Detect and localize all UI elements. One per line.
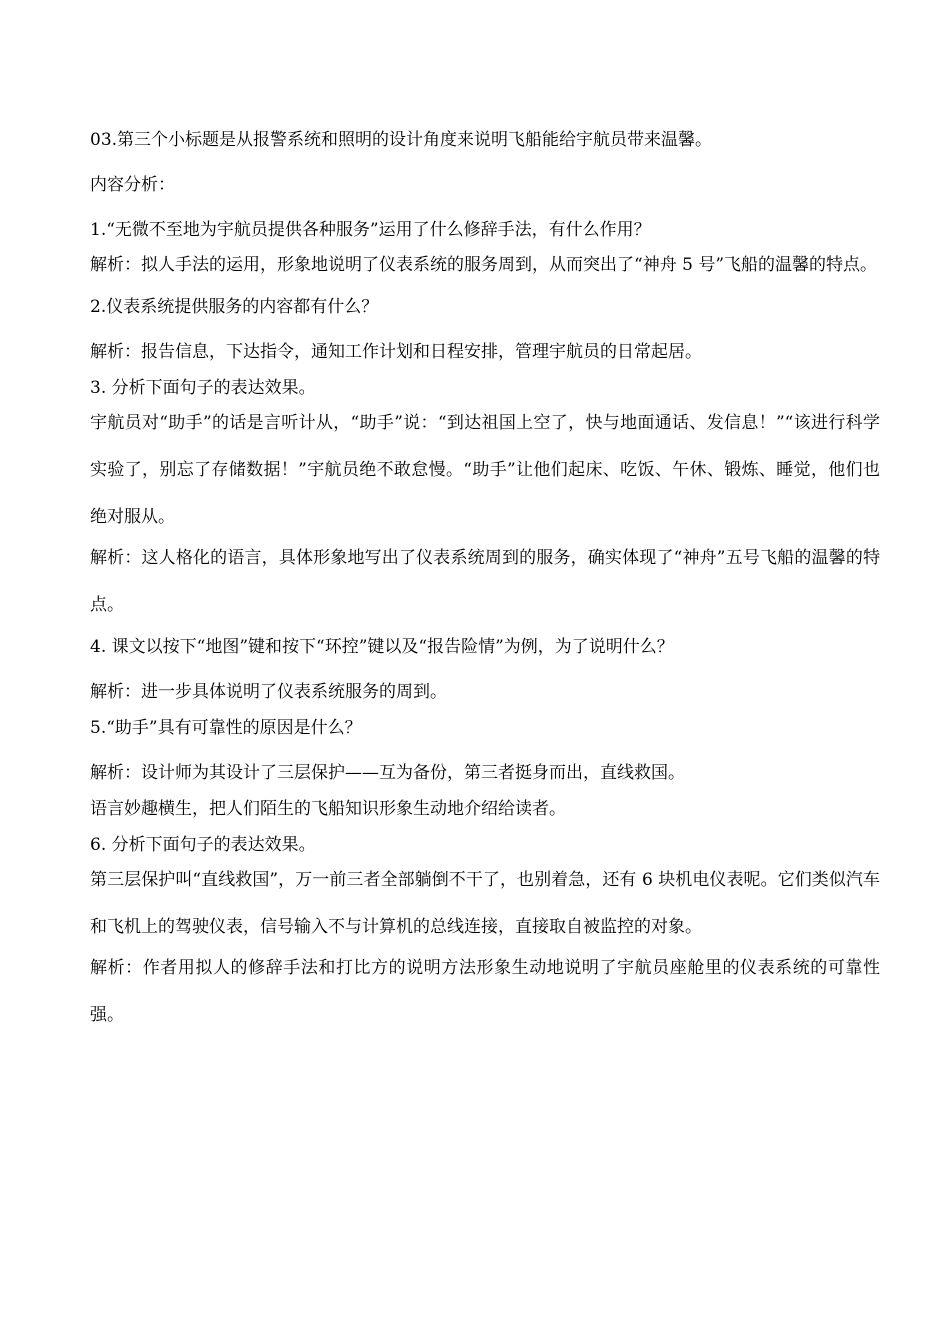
section-heading: 03.第三个小标题是从报警系统和照明的设计角度来说明飞船能给宇航员带来温馨。	[90, 130, 713, 150]
answer-6: 解析：作者用拟人的修辞手法和打比方的说明方法形象生动地说明了宇航员座舱里的仪表系统的可靠性强。	[90, 958, 880, 1025]
document-body	[90, 122, 880, 1039]
question-4: 4. 课文以按下“地图”键和按下“环控”键以及“报告险情”为例，为了说明什么？	[90, 637, 674, 657]
question-1: 1.“无微不至地为宇航员提供各种服务”运用了什么修辞手法，有什么作用？	[90, 220, 651, 240]
answer-1: 解析：拟人手法的运用，形象地说明了仪表系统的服务周到，从而突出了“神舟 5 号”飞船的温馨的特点。	[90, 255, 878, 275]
answer-3: 解析：这人格化的语言，具体形象地写出了仪表系统周到的服务，确实体现了“神舟”五号飞船的温馨的特点。	[90, 548, 880, 615]
question-3: 3. 分析下面句子的表达效果。	[90, 378, 316, 398]
question-5: 5.“助手”具有可靠性的原因是什么？	[90, 718, 362, 738]
answer-5: 解析：设计师为其设计了三层保护——互为备份，第三者挺身而出，直线救国。	[90, 763, 685, 783]
question-2: 2.仪表系统提供服务的内容都有什么？	[90, 297, 379, 317]
answer-2: 解析：报告信息，下达指令，通知工作计划和日程安排，管理宇航员的日常起居。	[90, 342, 702, 362]
content-analysis-label: 内容分析：	[90, 175, 175, 195]
answer-4: 解析：进一步具体说明了仪表系统服务的周到。	[90, 682, 447, 702]
question-6: 6. 分析下面句子的表达效果。	[90, 835, 316, 855]
comment-line: 语言妙趣横生，把人们陌生的飞船知识形象生动地介绍给读者。	[90, 799, 566, 819]
quoted-passage-1: 宇航员对“助手”的话是言听计从，“助手”说：“到达祖国上空了，快与地面通话、发信息！”“该进行科学实验了，别忘了存储数据！”宇航员绝不敢怠慢。“助手”让他们起床、吃饭、午休、锻炼、睡觉，他们也绝对服从。	[90, 413, 880, 527]
quoted-passage-2: 第三层保护叫“直线救国”，万一前三者全部躺倒不干了，也别着急，还有 6 块机电仪表呢。它们类似汽车和飞机上的驾驶仪表，信号输入不与计算机的总线连接，直接取自被监控的对象。	[90, 870, 880, 937]
